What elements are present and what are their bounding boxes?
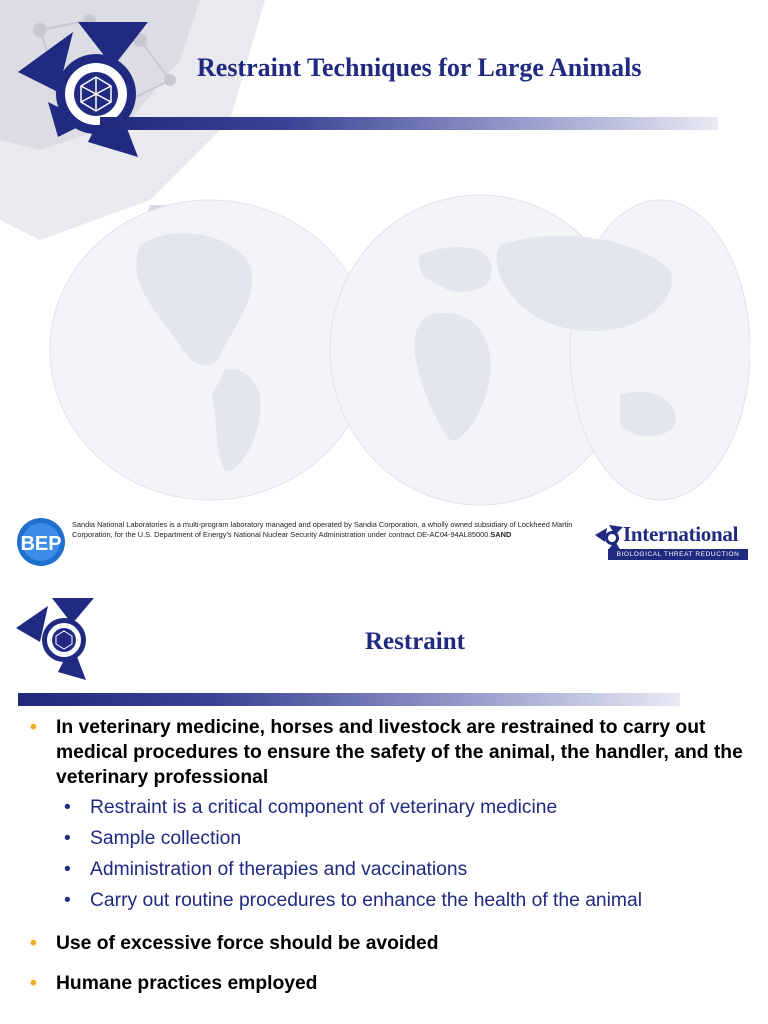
bullet-text: In veterinary medicine, horses and livestock are restrained to carry out medical procedures to ensure the safety of the animal, the handler, and the veterinary professional [56,717,743,788]
title-underline-bar [100,117,718,130]
disclaimer-text: Sandia National Laboratories is a multi-program laboratory managed and operated by Sandia Corporation, a wholly owned subsidiary of Lockheed Martin Corporation, for the U.S. Department of Energy's National Nuclear Security Administration under contract DE-AC04-94AL85000. [72,520,573,539]
sub-bullet-item [26,826,746,851]
bullet-glyph: • [30,717,37,738]
sub-bullet-text: Sample collection [90,828,242,849]
sub-bullet-text: Administration of therapies and vaccinations [90,859,468,880]
bullet-text: Humane practices employed [56,973,318,994]
international-btr-logo [595,522,750,562]
bullet-glyph: • [64,797,71,818]
program-logo [16,598,96,680]
sub-bullet-item [26,857,746,882]
bullet-glyph: • [64,890,71,911]
bep-logo [16,517,68,567]
sub-bullet-item [26,795,746,820]
intl-tagline: BIOLOGICAL THREAT REDUCTION [608,549,748,560]
sub-bullet-item [26,888,746,913]
content-slide [0,590,768,1024]
world-map-background [20,185,750,515]
program-mini-icon [595,525,625,551]
slide-title: Restraint Techniques for Large Animals [197,53,642,82]
bullet-glyph: • [30,933,37,954]
sub-bullet-text: Carry out routine procedures to enhance the health of the animal [90,890,643,911]
sandia-disclaimer [72,520,588,539]
title-underline-bar [18,693,680,706]
bullet-item [26,971,746,996]
bullet-item [26,931,746,956]
bullet-glyph: • [64,859,71,880]
international-word: International [623,522,739,546]
bullet-glyph: • [64,828,71,849]
program-logo [18,22,153,157]
bullet-text: Use of excessive force should be avoided [56,933,439,954]
sub-bullet-text: Restraint is a critical component of veterinary medicine [90,797,558,818]
bullet-item [26,715,746,790]
bep-logo-text: BEP [20,533,62,555]
sub-bullet-list [26,795,746,913]
bullet-glyph: • [30,973,37,994]
slide-title: Restraint [365,628,465,655]
bullet-list [26,715,746,996]
disclaimer-sand: SAND [490,529,512,539]
